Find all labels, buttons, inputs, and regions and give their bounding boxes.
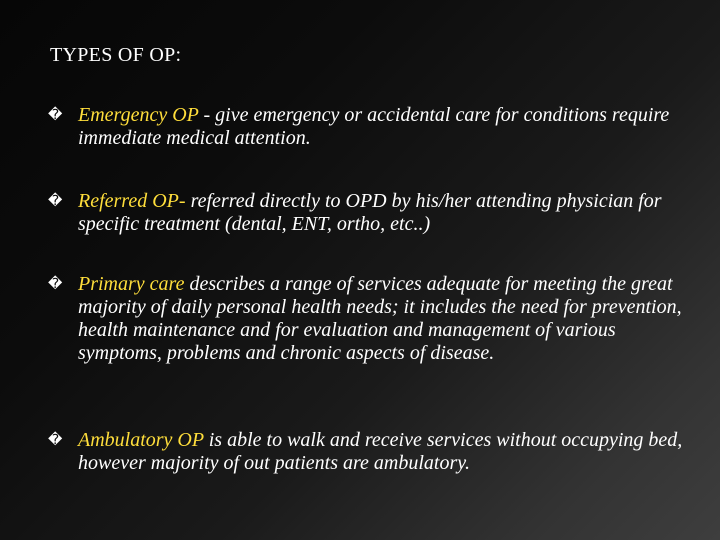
bullet-description: is able to walk and receive services without occupying bed, however majority of out patients are ambulatory. [78,429,683,474]
bullet-term: Primary care [78,273,185,295]
slide-title: TYPES OF OP: [50,44,182,66]
bullet-description: referred directly to OPD by his/her attending physician for specific treatment (dental, ENT, ortho, etc..) [78,190,662,235]
bullet-item-primary-care [48,273,688,365]
bullet-description: describes a range of services adequate for meeting the great majority of daily personal health needs; it includes the need for prevention, health maintenance and for evaluation and management of various symptoms, problems and chronic aspects of disease. [78,273,682,364]
bullet-item-emergency-op [48,104,688,150]
bullet-marker-icon: � [48,107,63,123]
bullet-marker-icon: � [48,432,63,448]
bullet-text [78,429,688,475]
bullet-description: - give emergency or accidental care for conditions require immediate medical attention. [78,104,670,149]
bullet-term: Ambulatory OP [78,429,204,451]
bullet-text [78,273,688,365]
bullet-marker-icon: � [48,276,63,292]
bullet-term: Referred OP- [78,190,186,212]
bullet-text [78,104,688,150]
bullet-text [78,190,688,236]
bullet-term: Emergency OP [78,104,199,126]
bullet-item-ambulatory-op [48,429,688,475]
bullet-marker-icon: � [48,193,63,209]
bullet-item-referred-op [48,190,688,236]
